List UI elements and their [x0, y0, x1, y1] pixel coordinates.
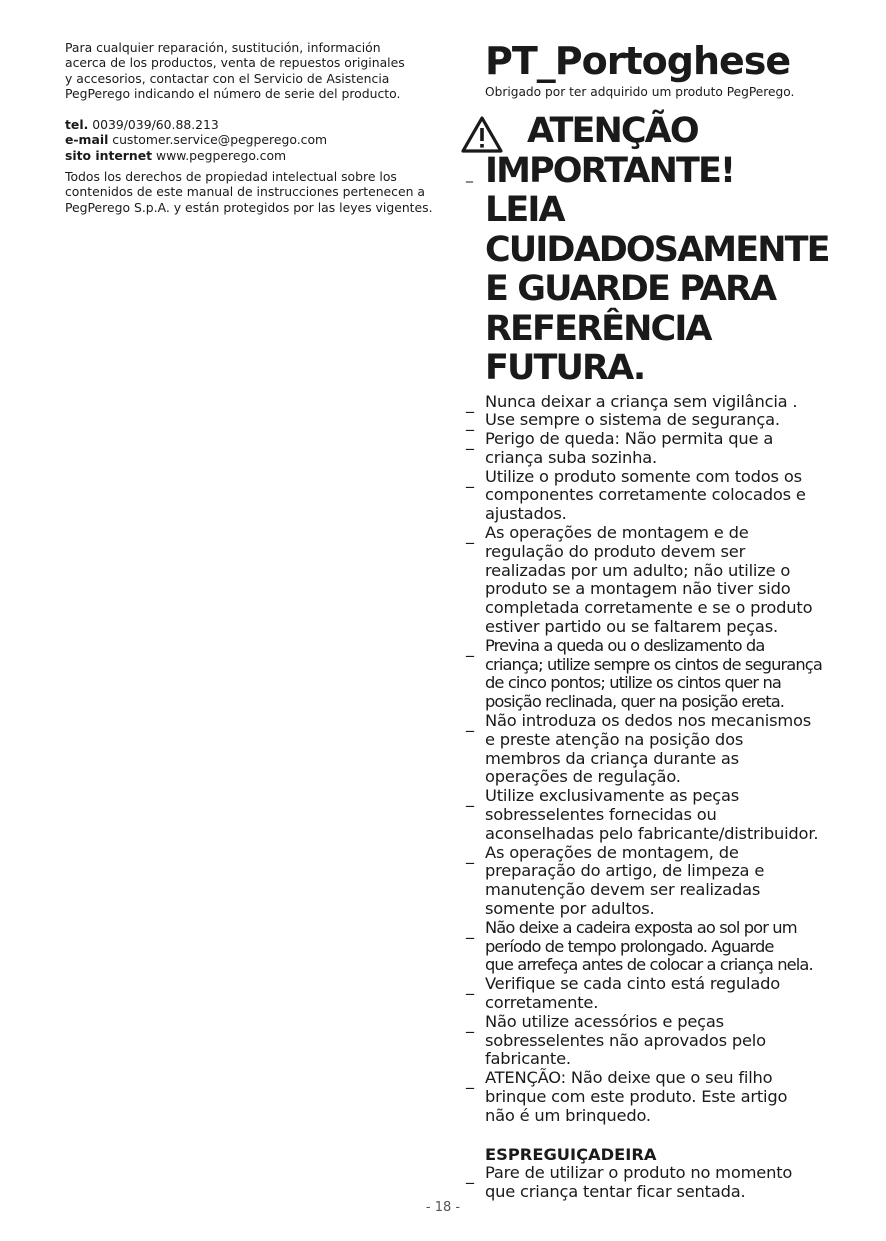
bullet-dash: _: [466, 976, 474, 996]
list-item: [466, 393, 871, 412]
rule-line: Perigo de queda: Não permita que a: [485, 429, 774, 449]
contact-label: tel.: [65, 117, 89, 133]
rule-line: Use sempre o sistema de segurança.: [485, 410, 780, 430]
warning-line: E GUARDE PARA: [485, 269, 776, 309]
contact-label: e-mail: [65, 132, 109, 148]
contact-phone: [65, 117, 445, 132]
list-item: [466, 637, 871, 712]
rule-line: Nunca deixar a criança sem vigilância .: [485, 391, 798, 411]
important-warning: [466, 112, 871, 389]
rule-line: Não deixe a cadeira exposta ao sol por um: [485, 917, 797, 937]
bullet-dash: _: [466, 431, 474, 451]
rule-line: As operações de montagem, de: [485, 842, 739, 862]
rule-line: não é um brinquedo.: [485, 1105, 651, 1125]
rule-line: membros da criança durante as: [485, 748, 739, 768]
rights-line: contenidos de este manual de instrucciones pertenecen a: [65, 184, 425, 200]
bullet-dash: _: [466, 525, 474, 545]
rights-line: Todos los derechos de propiedad intelectual sobre los: [65, 169, 397, 185]
rule-line: que arrefeça antes de colocar a criança nela.: [485, 955, 813, 975]
rule-line: criança suba sozinha.: [485, 447, 657, 467]
left-column: [65, 40, 445, 215]
contact-website[interactable]: [65, 148, 445, 163]
warning-line: REFERÊNCIA: [485, 308, 711, 349]
rule-line: completada corretamente e se o produto: [485, 598, 813, 618]
rule-line: Utilize o produto somente com todos os: [485, 466, 802, 486]
rights-notice: [65, 169, 445, 215]
bullet-dash: _: [466, 637, 474, 657]
rule-line: brinque com este produto. Este artigo: [485, 1086, 788, 1106]
rule-line: preparação do artigo, de limpeza e: [485, 861, 765, 881]
bullet-dash: _: [466, 167, 473, 183]
bullet-dash: _: [466, 412, 474, 432]
rule-line: Utilize exclusivamente as peças: [485, 786, 740, 806]
safety-rules-list: [466, 393, 871, 1126]
rule-line: componentes corretamente colocados e: [485, 485, 806, 505]
rule-line: posição reclinada, quer na posição ereta.: [485, 692, 785, 712]
rule-line: ATENÇÃO: Não deixe que o seu filho: [485, 1068, 773, 1088]
list-item: [466, 975, 871, 1013]
list-item: [466, 1013, 871, 1069]
rule-line: criança; utilize sempre os cintos de segurança: [485, 654, 822, 674]
rule-line: Não introduza os dedos nos mecanismos: [485, 711, 812, 731]
list-item: [466, 430, 871, 468]
rule-line: Verifique se cada cinto está regulado: [485, 974, 781, 994]
list-item: [466, 712, 871, 787]
rule-line: Previna a queda ou o deslizamento da: [485, 635, 765, 655]
list-item: [466, 1069, 871, 1125]
list-item: [466, 919, 871, 975]
bullet-dash: _: [466, 1165, 474, 1185]
warning-line: FUTURA.: [485, 348, 645, 388]
rule-line: Pare de utilizar o produto no momento: [485, 1163, 793, 1183]
intro-line: y accesorios, contactar con el Servicio de Asistencia: [65, 70, 390, 86]
right-column: [466, 38, 871, 1202]
rule-line: ajustados.: [485, 504, 567, 524]
warning-line: ATENÇÃO: [527, 111, 698, 151]
rule-line: e preste atenção na posição dos: [485, 729, 744, 749]
list-item: [466, 787, 871, 843]
contact-label: sito internet: [65, 147, 153, 163]
section-title: ESPREGUIÇADEIRA: [485, 1144, 657, 1164]
contact-value[interactable]: customer.service@pegperego.com: [108, 132, 328, 148]
thanks-text: Obrigado por ter adquirido um produto PegPerego.: [485, 85, 795, 99]
rule-line: operações de regulação.: [485, 767, 681, 787]
rule-line: manutenção devem ser realizadas: [485, 880, 761, 900]
section-rules-list: [466, 1164, 871, 1202]
bullet-dash: _: [466, 713, 474, 733]
contact-value[interactable]: www.pegperego.com: [152, 147, 287, 163]
rule-line: sobresselentes não aprovados pelo: [485, 1030, 766, 1050]
warning-line: CUIDADOSAMENTE: [485, 229, 829, 270]
bullet-dash: _: [466, 1013, 474, 1033]
rule-line: período de tempo prolongado. Aguarde: [485, 936, 774, 956]
rule-line: regulação do produto devem ser: [485, 541, 746, 561]
warning-line: LEIA: [485, 190, 564, 230]
bullet-dash: _: [466, 788, 474, 808]
rule-line: que criança tentar ficar sentada.: [485, 1182, 746, 1202]
bullet-dash: _: [466, 393, 474, 413]
service-info: [65, 40, 445, 101]
contact-value: 0039/039/60.88.213: [88, 117, 219, 133]
list-item: [466, 411, 871, 430]
rule-line: corretamente.: [485, 993, 599, 1012]
warning-line: IMPORTANTE!: [485, 150, 735, 191]
bullet-dash: _: [466, 844, 474, 864]
rights-line: PegPerego S.p.A. y están protegidos por las leyes vigentes.: [65, 199, 433, 215]
rule-line: aconselhadas pelo fabricante/distribuidor.: [485, 823, 819, 843]
warning-triangle-icon: [460, 115, 504, 155]
bullet-dash: _: [466, 919, 474, 939]
list-item: [466, 468, 871, 524]
rule-line: As operações de montagem e de: [485, 523, 749, 543]
rule-line: de cinco pontos; utilize os cintos quer na: [485, 673, 781, 693]
bullet-dash: _: [466, 1070, 474, 1090]
rule-line: somente por adultos.: [485, 899, 655, 919]
contact-email[interactable]: [65, 132, 445, 147]
rule-line: Não utilize acessórios e peças: [485, 1011, 724, 1031]
contact-block: [65, 117, 445, 163]
intro-line: PegPerego indicando el número de serie del producto.: [65, 85, 401, 101]
bullet-dash: _: [466, 468, 474, 488]
list-item: [466, 844, 871, 919]
rule-line: realizadas por um adulto; não utilize o: [485, 560, 791, 580]
intro-line: Para cualquier reparación, sustitución, información: [65, 40, 381, 55]
rule-line: sobresselentes fornecidas ou: [485, 805, 717, 825]
list-item: [466, 1164, 871, 1202]
intro-line: acerca de los productos, venta de repuestos originales: [65, 55, 405, 71]
list-item: [466, 524, 871, 637]
rule-line: estiver partido ou se faltarem peças.: [485, 617, 778, 637]
rule-line: fabricante.: [485, 1049, 571, 1069]
page-number: - 18 -: [425, 1200, 461, 1215]
rule-line: produto se a montagem não tiver sido: [485, 579, 791, 599]
language-title: PT_Portoghese: [485, 39, 791, 83]
